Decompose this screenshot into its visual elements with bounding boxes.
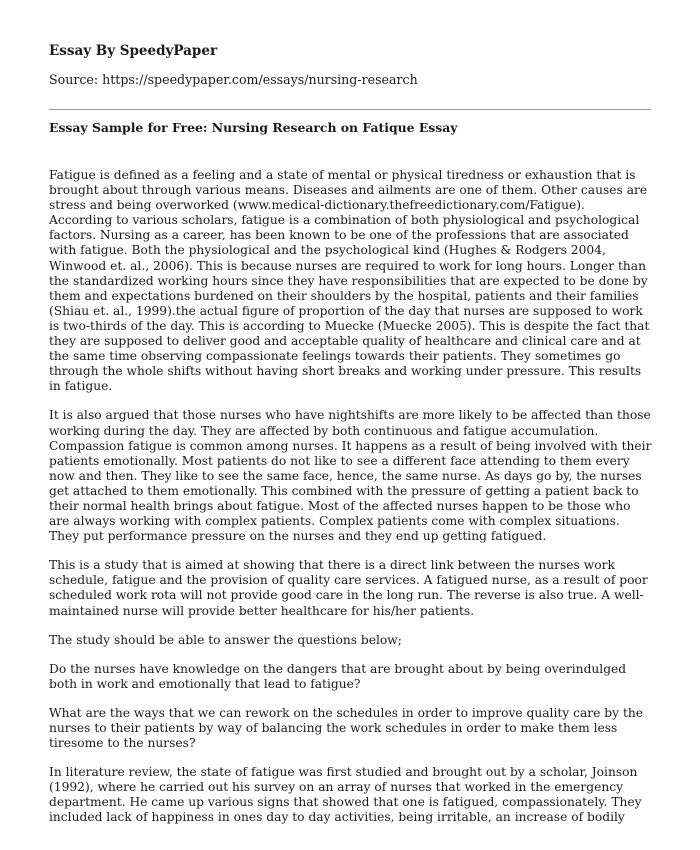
essay-paragraph: The study should be able to answer the questions below;: [49, 632, 402, 647]
essay-paragraph: This is a study that is aimed at showing that there is a direct link between the nurses work schedule, fatigue and the provision of quality care services. A fatigued nurse, as a result of poor scheduled work rota will not provide good care in the long run. The reverse is also true. A well-maintained nurse will provide better healthcare for his/her patients.: [49, 558, 648, 618]
document-header-title: Essay By SpeedyPaper: [49, 43, 218, 59]
source-url: https://speedypaper.com/essays/nursing-research: [102, 72, 418, 87]
essay-paragraph: It is also argued that those nurses who have nightshifts are more likely to be affected than those working during the day. They are affected by both continuous and fatigue accumulation. Compassion fatigue is common among nurses. It happens as a result of being involved with their patients emotionally. Most patients do not like to see a different face attending to them every now and then. They like to see the same face, hence, the same nurse. As days go by, the nurses get attached to them emotionally. This combined with the pressure of getting a patient back to their normal health brings about fatigue. Most of the affected nurses happen to be those who are always working with complex patients. Complex patients come with complex situations. They put performance pressure on the nurses and they end up getting fatigued.: [49, 408, 652, 544]
source-label: Source:: [49, 72, 99, 87]
essay-title: Essay Sample for Free: Nursing Research on Fatique Essay: [49, 120, 458, 135]
essay-paragraph: Do the nurses have knowledge on the dangers that are brought about by being overindulged both in work and emotionally that lead to fatigue?: [49, 661, 627, 691]
essay-paragraph: What are the ways that we can rework on the schedules in order to improve quality care by the nurses to their patients by way of balancing the work schedules in order to make them less tiresome to the nurses?: [49, 705, 643, 751]
source-line: [49, 72, 418, 87]
essay-body: [49, 168, 652, 840]
header-divider: [49, 109, 651, 110]
essay-paragraph: In literature review, the state of fatigue was first studied and brought out by a scholar, Joinson (1992), where he carried out his survey on an array of nurses that worked in the emergency department. He came up various signs that showed that one is fatigued, compassionately. They included lack of happiness in ones day to day activities, being irritable, an increase of bodily: [49, 765, 642, 825]
essay-paragraph: Fatigue is defined as a feeling and a state of mental or physical tiredness or exhaustion that is brought about through various means. Diseases and ailments are one of them. Other causes are stress and being overworked (www.medical-dictionary.thefreedictionary.com/Fatigue). According to various scholars, fatigue is a combination of both physiological and psychological factors. Nursing as a career, has been known to be one of the professions that are associated with fatigue. Both the physiological and the psychological kind (Hughes & Rodgers 2004, Winwood et. al., 2006). This is because nurses are required to work for long hours. Longer than the standardized working hours since they have responsibilities that are expected to be done by them and expectations burdened on their shoulders by the hospital, patients and their families (Shiau et. al., 1999).the actual figure of proportion of the day that nurses are supposed to work is two-thirds of the day. This is according to Muecke (Muecke 2005). This is despite the fact that they are supposed to deliver good and acceptable quality of healthcare and clinical care and at the same time observing compassionate feelings towards their patients. They sometimes go through the whole shifts without having short breaks and working under pressure. This results in fatigue.: [49, 168, 650, 394]
